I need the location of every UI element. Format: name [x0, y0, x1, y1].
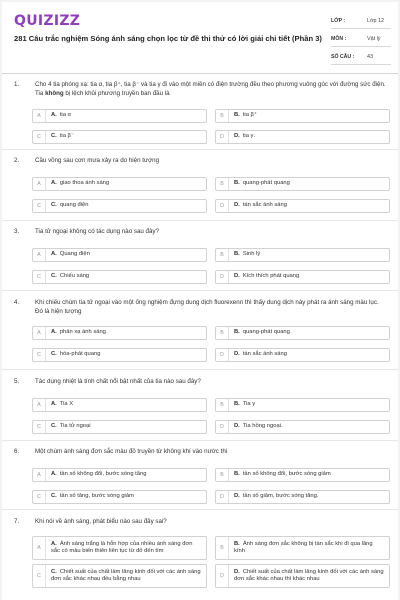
option-c[interactable]: [32, 348, 207, 362]
option-text: B. tia β⁺: [234, 112, 257, 119]
question-divider: [2, 509, 398, 510]
option-b[interactable]: [215, 248, 390, 262]
option-text: C. Chiếu sáng: [51, 273, 90, 280]
meta-label: SỐ CÂU :: [331, 54, 355, 60]
option-b[interactable]: [215, 468, 390, 482]
question-divider: [2, 220, 398, 221]
option-text: A. giao thoa ánh sáng: [51, 180, 110, 187]
question-number: 4.: [14, 299, 20, 306]
option-letter: A: [33, 399, 46, 411]
option-b[interactable]: [215, 398, 390, 412]
option-a[interactable]: [32, 398, 207, 412]
meta-value: Lớp 12: [367, 18, 385, 24]
option-letter: D: [216, 200, 229, 212]
option-d[interactable]: [215, 199, 390, 213]
question-text: Cầu vồng sau cơn mưa xảy ra do hiện tượng: [35, 157, 160, 164]
option-letter: C: [33, 271, 46, 283]
meta-row-subject: [331, 32, 391, 47]
option-letter: C: [33, 131, 46, 143]
option-text: D. tán sắc ánh sáng: [234, 202, 287, 209]
option-c[interactable]: [32, 270, 207, 284]
option-a[interactable]: [32, 468, 207, 482]
question-divider: [2, 290, 398, 291]
option-text: B. Ánh sáng đơn sắc không bị tán sắc khi đi qua lăng kính: [234, 540, 373, 554]
option-text: D. tia γ.: [234, 133, 256, 140]
option-b[interactable]: [215, 177, 390, 191]
question-number: 2.: [14, 157, 20, 164]
option-letter: B: [216, 327, 229, 339]
option-text: A. phản xạ ánh sáng: [51, 329, 106, 336]
option-letter: B: [216, 110, 229, 122]
quizizz-logo: QUIZIZZ: [14, 13, 81, 29]
option-b[interactable]: [215, 536, 390, 560]
option-text: C. tần số tăng, bước sóng giảm: [51, 493, 134, 500]
question-text: Cho 4 tia phóng xạ: tia α, tia β⁺, tia β⁻ và tia γ đi vào một miền có điện trường đều theo phương vuông góc với đường sức điện. Tia không bị lệch khỏi phương truyền ban đầu là: [35, 81, 386, 97]
question-number: 1.: [14, 81, 20, 88]
option-d[interactable]: [215, 130, 390, 144]
question-text: Tác dụng nhiệt là tính chất nổi bật nhất của tia nào sau đây?: [35, 378, 201, 385]
option-letter: D: [216, 491, 229, 503]
option-letter: C: [33, 565, 46, 587]
option-text: C. hóa-phát quang: [51, 351, 101, 358]
option-text: C. Tia tử ngoại: [51, 423, 91, 430]
option-letter: B: [216, 469, 229, 481]
option-text: B. Tia γ: [234, 401, 256, 408]
option-letter: B: [216, 537, 229, 559]
option-letter: C: [33, 200, 46, 212]
meta-value: Vật lý: [367, 36, 381, 42]
meta-value: 43: [367, 54, 373, 60]
option-text: B. quang-phát quang: [234, 329, 290, 336]
option-text: A. Tia X: [51, 401, 74, 408]
option-d[interactable]: [215, 490, 390, 504]
option-c[interactable]: [32, 564, 207, 588]
option-text: A. tia α: [51, 112, 71, 119]
question-number: 5.: [14, 378, 20, 385]
option-letter: A: [33, 327, 46, 339]
option-letter: B: [216, 249, 229, 261]
option-a[interactable]: [32, 536, 207, 560]
question-number: 3.: [14, 228, 20, 235]
option-text: A. tần số không đổi, bước sóng tăng: [51, 471, 147, 478]
option-letter: A: [33, 469, 46, 481]
question-divider: [2, 149, 398, 150]
worksheet-page: [2, 2, 398, 600]
option-c[interactable]: [32, 490, 207, 504]
option-d[interactable]: [215, 420, 390, 434]
option-text: D. Kích thích phát quang: [234, 273, 300, 280]
option-a[interactable]: [32, 326, 207, 340]
option-text: C. quang điện: [51, 202, 89, 209]
option-text: C. tia β⁻: [51, 133, 74, 140]
option-text: D. tần số giảm, bước sóng tăng.: [234, 493, 319, 500]
option-text: B. quang-phát quang: [234, 180, 290, 187]
option-text: D. tán sắc ánh sáng: [234, 351, 287, 358]
question-text: Khi chiếu chùm tia tử ngoại vào một ống nghiệm đựng dung dịch fluorexenn thì thấy dung dịch này phát ra ánh sáng màu lục. Đó là hiện tượng: [35, 299, 379, 315]
option-letter: B: [216, 178, 229, 190]
question-text: Tia tử ngoại không có tác dụng nào sau đây?: [35, 228, 159, 235]
option-letter: A: [33, 249, 46, 261]
question-divider: [2, 440, 398, 441]
worksheet-title: 281 Câu trắc nghiệm Sóng ánh sáng chọn lọc từ đề thi thử có lời giải chi tiết (Phần 3): [14, 34, 322, 43]
worksheet-meta: [331, 14, 391, 68]
option-c[interactable]: [32, 130, 207, 144]
option-d[interactable]: [215, 270, 390, 284]
question-text: Một chùm ánh sáng đơn sắc màu đỏ truyền từ không khí vào nước thì: [35, 448, 228, 455]
meta-label: MÔN :: [331, 36, 347, 42]
meta-row-class: [331, 14, 391, 29]
question-text: Khi nói về ánh sáng, phát biểu nào sau đây sai?: [35, 518, 167, 525]
option-text: B. Sinh lý: [234, 251, 261, 258]
option-letter: D: [216, 565, 229, 587]
option-text: D. Tia hồng ngoại.: [234, 423, 283, 430]
option-letter: D: [216, 271, 229, 283]
option-text: A. Quang điện: [51, 251, 90, 258]
meta-label: LỚP :: [331, 18, 346, 24]
option-text: B. tần số không đổi, bước sóng giảm: [234, 471, 331, 478]
option-letter: C: [33, 421, 46, 433]
option-letter: D: [216, 131, 229, 143]
question-number: 7.: [14, 518, 20, 525]
option-text: C. Chiết suất của chất làm lăng kính đối với các ánh sáng đơn sắc khác nhau đều bằng nhau: [51, 568, 201, 582]
option-letter: D: [216, 421, 229, 433]
worksheet-header: [2, 2, 398, 74]
question-divider: [2, 369, 398, 370]
option-letter: D: [216, 349, 229, 361]
option-letter: A: [33, 537, 46, 559]
option-letter: C: [33, 491, 46, 503]
option-d[interactable]: [215, 564, 390, 588]
option-a[interactable]: [32, 248, 207, 262]
option-letter: B: [216, 399, 229, 411]
option-c[interactable]: [32, 199, 207, 213]
option-text: D. Chiết suất của chất làm lăng kính đối với các ánh sáng đơn sắc khác nhau thì khác nhau: [234, 568, 384, 582]
option-c[interactable]: [32, 420, 207, 434]
question-number: 6.: [14, 448, 20, 455]
meta-row-count: [331, 50, 391, 65]
option-text: A. Ánh sáng trắng là hỗn hợp của nhiều ánh sáng đơn sắc có màu biến thiên liên tục từ đỏ đến tím: [51, 540, 193, 554]
option-d[interactable]: [215, 348, 390, 362]
option-b[interactable]: [215, 326, 390, 340]
option-letter: A: [33, 110, 46, 122]
option-letter: A: [33, 178, 46, 190]
option-a[interactable]: [32, 109, 207, 123]
option-b[interactable]: [215, 109, 390, 123]
option-letter: C: [33, 349, 46, 361]
option-a[interactable]: [32, 177, 207, 191]
